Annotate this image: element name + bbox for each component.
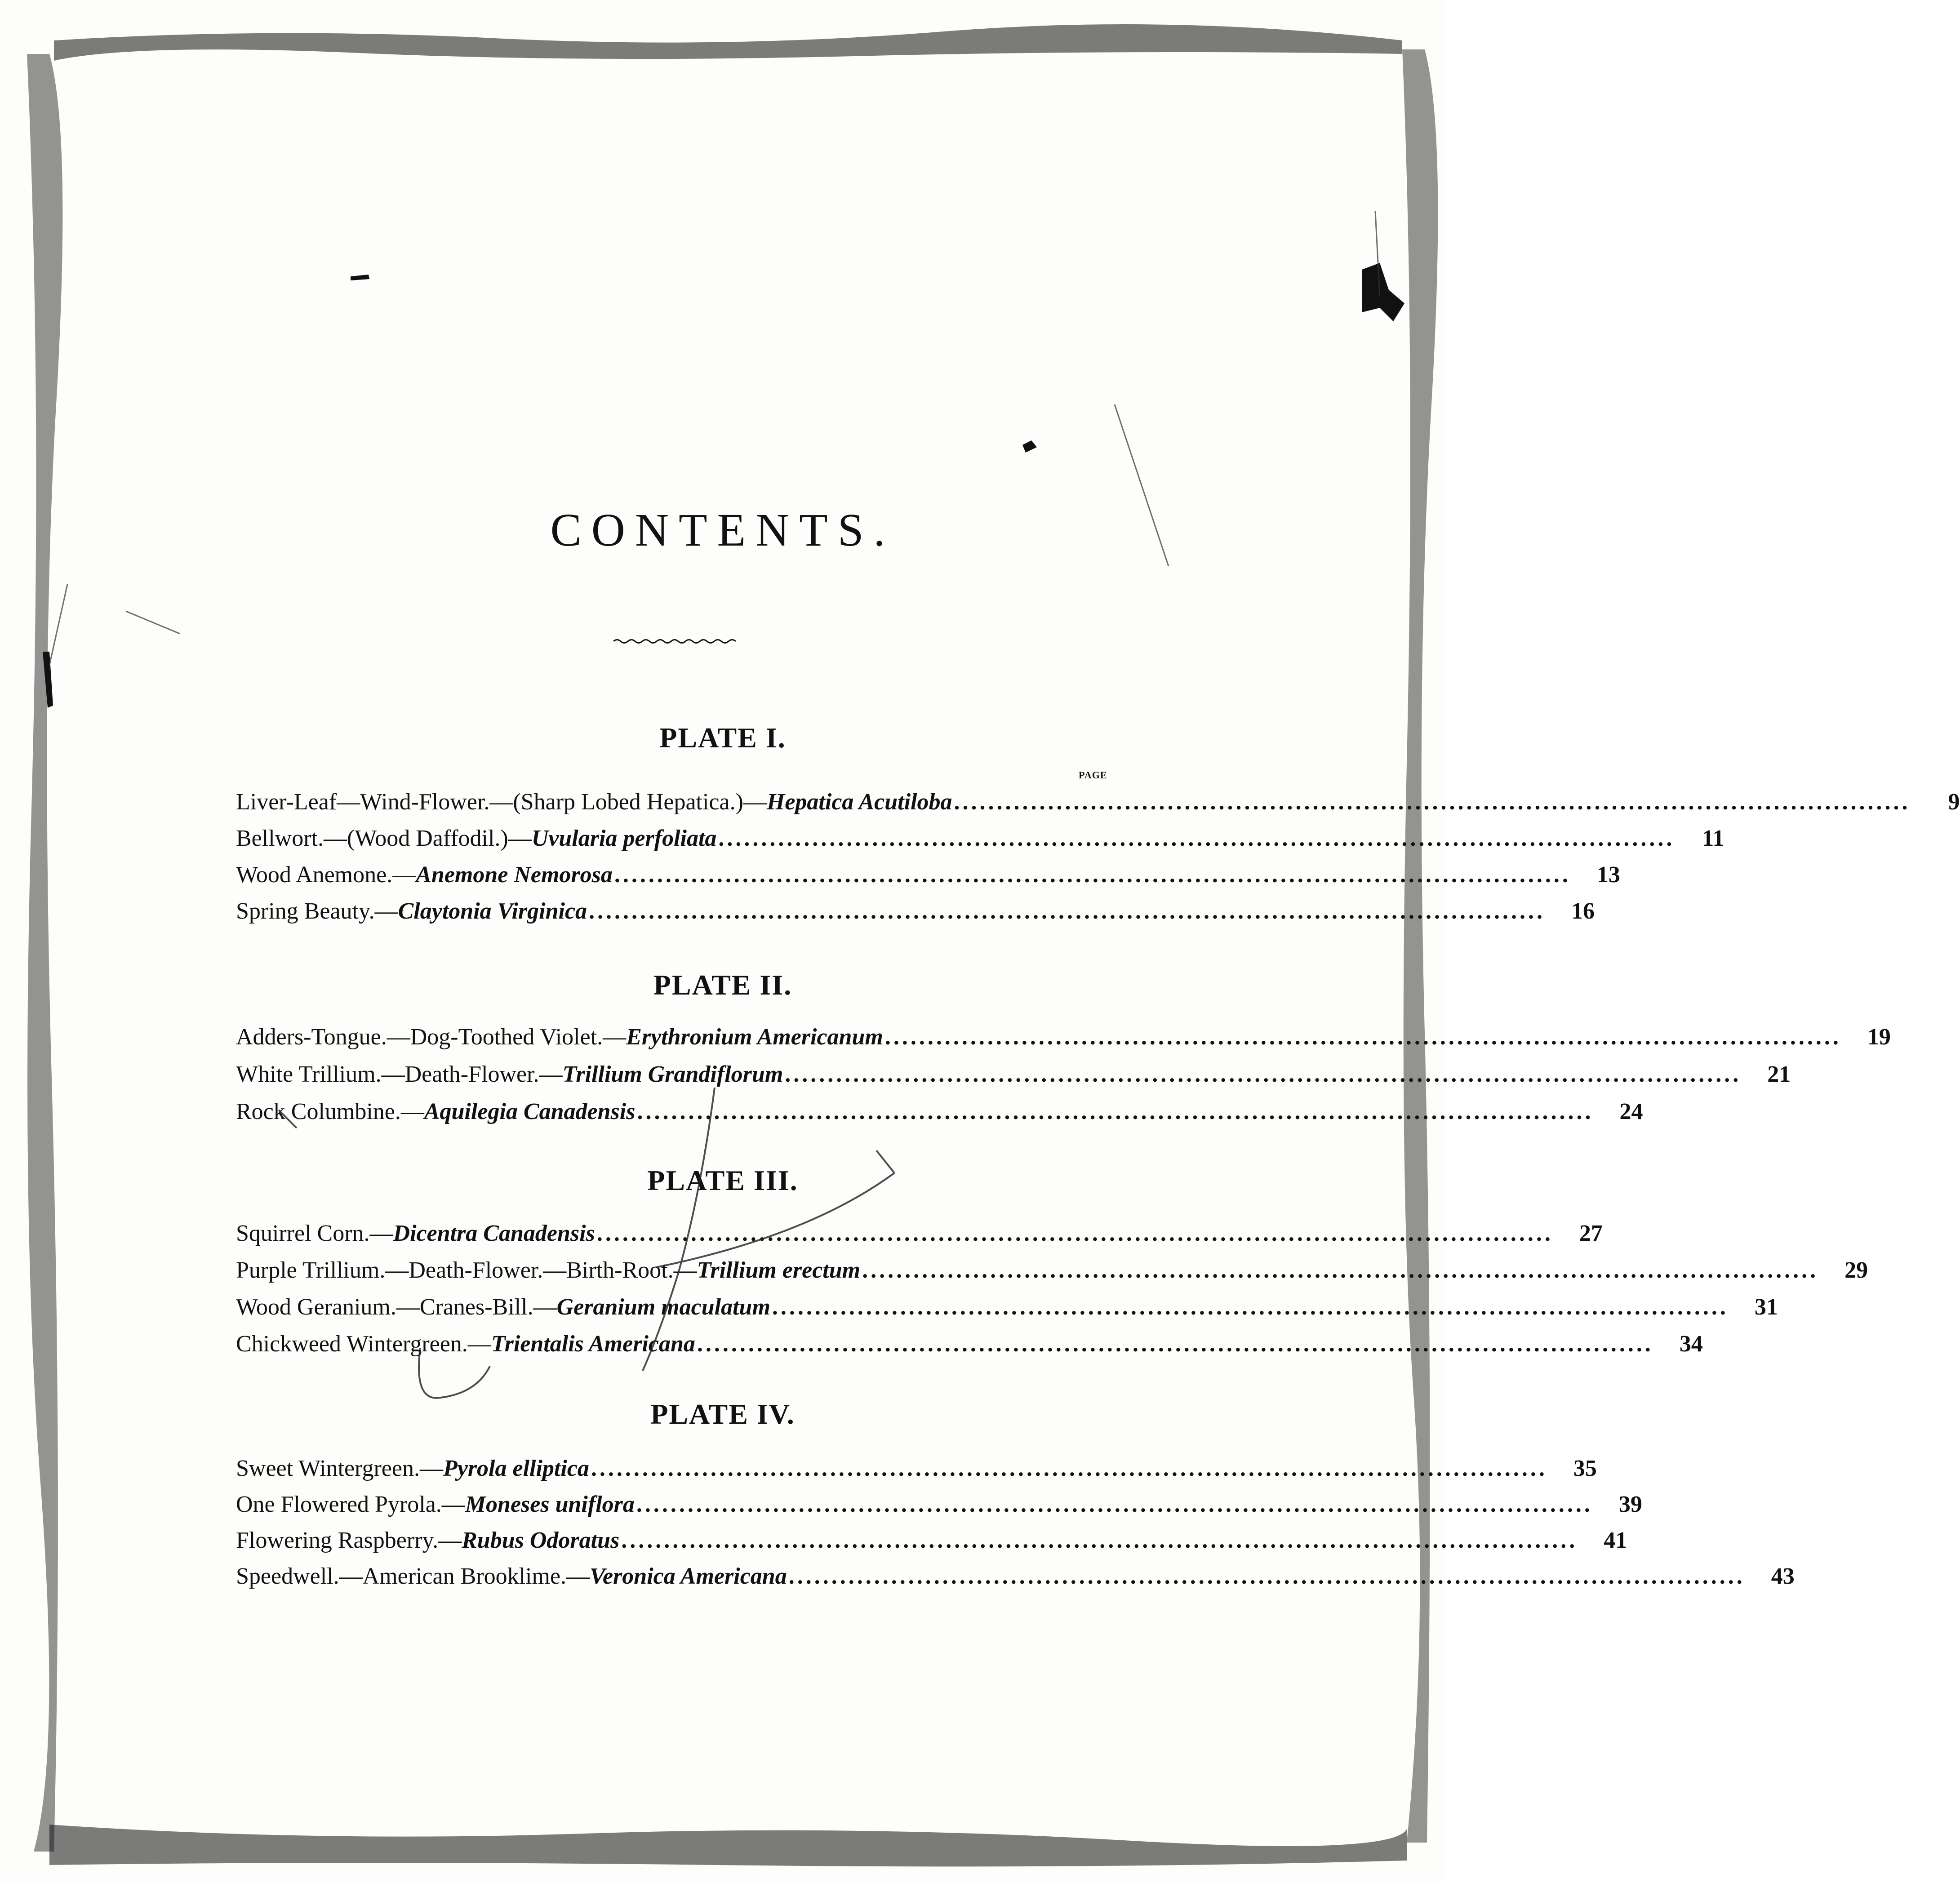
- wavy-rule-divider: [613, 638, 735, 644]
- contents-entry: [236, 1061, 1791, 1092]
- contents-entry: [236, 1527, 1627, 1559]
- contents-entry: [236, 1563, 1795, 1594]
- plate-heading: PLATE I.: [659, 722, 786, 754]
- entry-latin-name: Veronica Americana: [590, 1563, 787, 1589]
- entry-common-name: One Flowered Pyrola.—: [236, 1492, 465, 1517]
- entry-latin-name: Claytonia Virginica: [398, 898, 587, 924]
- contents-entry: [236, 1024, 1891, 1055]
- entry-page-number: 39: [1618, 1492, 1642, 1517]
- entry-page-number: 9: [1948, 789, 1960, 815]
- entry-page-number: 16: [1571, 898, 1595, 924]
- dot-leader: ................................................................................................................: [591, 1456, 1547, 1481]
- entry-common-name: Squirrel Corn.—: [236, 1221, 393, 1246]
- dot-leader: ................................................................................................................: [636, 1492, 1593, 1517]
- entry-page-number: 31: [1754, 1294, 1778, 1320]
- entry-common-name: Liver-Leaf—Wind-Flower.—(Sharp Lobed Hepatica.)—: [236, 789, 767, 815]
- dot-leader: ................................................................................................................: [697, 1331, 1653, 1357]
- contents-entry: [236, 825, 1724, 857]
- contents-title: CONTENTS.: [550, 504, 895, 556]
- contents-entry: [236, 1220, 1603, 1252]
- entry-page-number: 35: [1573, 1456, 1597, 1481]
- dot-leader: ................................................................................................................: [614, 862, 1571, 888]
- contents-entry: [236, 789, 1960, 820]
- entry-page-number: 24: [1619, 1099, 1643, 1124]
- dot-leader: ................................................................................................................: [785, 1061, 1742, 1087]
- entry-latin-name: Anemone Nemorosa: [416, 862, 613, 888]
- contents-entry: [236, 1331, 1703, 1362]
- entry-page-number: 41: [1604, 1528, 1627, 1553]
- entry-common-name: Wood Anemone.—: [236, 862, 416, 888]
- contents-entry: [236, 1455, 1597, 1487]
- contents-entry: [236, 898, 1595, 929]
- dot-leader: ................................................................................................................: [718, 826, 1675, 851]
- entry-latin-name: Trillium Grandiflorum: [562, 1061, 783, 1087]
- entry-common-name: White Trillium.—Death-Flower.—: [236, 1061, 563, 1087]
- entry-common-name: Bellwort.—(Wood Daffodil.)—: [236, 826, 532, 851]
- entry-common-name: Sweet Wintergreen.—: [236, 1456, 443, 1481]
- entry-latin-name: Dicentra Canadensis: [393, 1221, 595, 1246]
- entry-latin-name: Moneses uniflora: [465, 1492, 635, 1517]
- entry-common-name: Speedwell.—American Brooklime.—: [236, 1563, 590, 1589]
- contents-entry: [236, 1294, 1778, 1325]
- entry-page-number: 29: [1844, 1257, 1868, 1283]
- entry-common-name: Wood Geranium.—Cranes-Bill.—: [236, 1294, 557, 1320]
- entry-page-number: 27: [1579, 1221, 1603, 1246]
- plate-heading: PLATE III.: [647, 1164, 798, 1196]
- entry-page-number: 19: [1867, 1024, 1891, 1050]
- entry-latin-name: Trillium erectum: [697, 1257, 861, 1283]
- contents-entry: [236, 862, 1620, 893]
- entry-latin-name: Hepatica Acutiloba: [766, 789, 952, 815]
- entry-latin-name: Rubus Odoratus: [462, 1528, 620, 1553]
- contents-entry: [236, 1257, 1868, 1288]
- entry-page-number: 21: [1767, 1061, 1791, 1087]
- entry-page-number: 43: [1771, 1563, 1795, 1589]
- entry-latin-name: Uvularia perfoliata: [531, 826, 717, 851]
- contents-entry: [236, 1491, 1642, 1523]
- entry-latin-name: Erythronium Americanum: [626, 1024, 883, 1050]
- dot-leader: ................................................................................................................: [621, 1528, 1578, 1553]
- entry-common-name: Adders-Tongue.—Dog-Toothed Violet.—: [236, 1024, 627, 1050]
- page-column-label: PAGE: [1079, 769, 1107, 781]
- entry-common-name: Purple Trillium.—Death-Flower.—Birth-Root.—: [236, 1257, 697, 1283]
- entry-page-number: 13: [1596, 862, 1620, 888]
- entry-page-number: 34: [1679, 1331, 1703, 1357]
- entry-common-name: Rock Columbine.—: [236, 1099, 424, 1124]
- dot-leader: ................................................................................................................: [589, 898, 1546, 924]
- dot-leader: ................................................................................................................: [788, 1563, 1745, 1589]
- entry-latin-name: Geranium maculatum: [556, 1294, 770, 1320]
- dot-leader: ................................................................................................................: [954, 789, 1911, 815]
- plate-heading: PLATE II.: [653, 969, 792, 1001]
- entry-latin-name: Trientalis Americana: [491, 1331, 695, 1357]
- dot-leader: ................................................................................................................: [862, 1257, 1819, 1283]
- entry-latin-name: Pyrola elliptica: [443, 1456, 589, 1481]
- entry-common-name: Flowering Raspberry.—: [236, 1528, 462, 1553]
- dot-leader: ................................................................................................................: [884, 1024, 1841, 1050]
- entry-latin-name: Aquilegia Canadensis: [424, 1099, 636, 1124]
- contents-entry: [236, 1098, 1643, 1130]
- entry-page-number: 11: [1702, 826, 1724, 851]
- dot-leader: ................................................................................................................: [772, 1294, 1729, 1320]
- plate-heading: PLATE IV.: [650, 1398, 795, 1430]
- dot-leader: ................................................................................................................: [637, 1099, 1594, 1124]
- dot-leader: ................................................................................................................: [596, 1221, 1553, 1246]
- entry-common-name: Spring Beauty.—: [236, 898, 398, 924]
- entry-common-name: Chickweed Wintergreen.—: [236, 1331, 491, 1357]
